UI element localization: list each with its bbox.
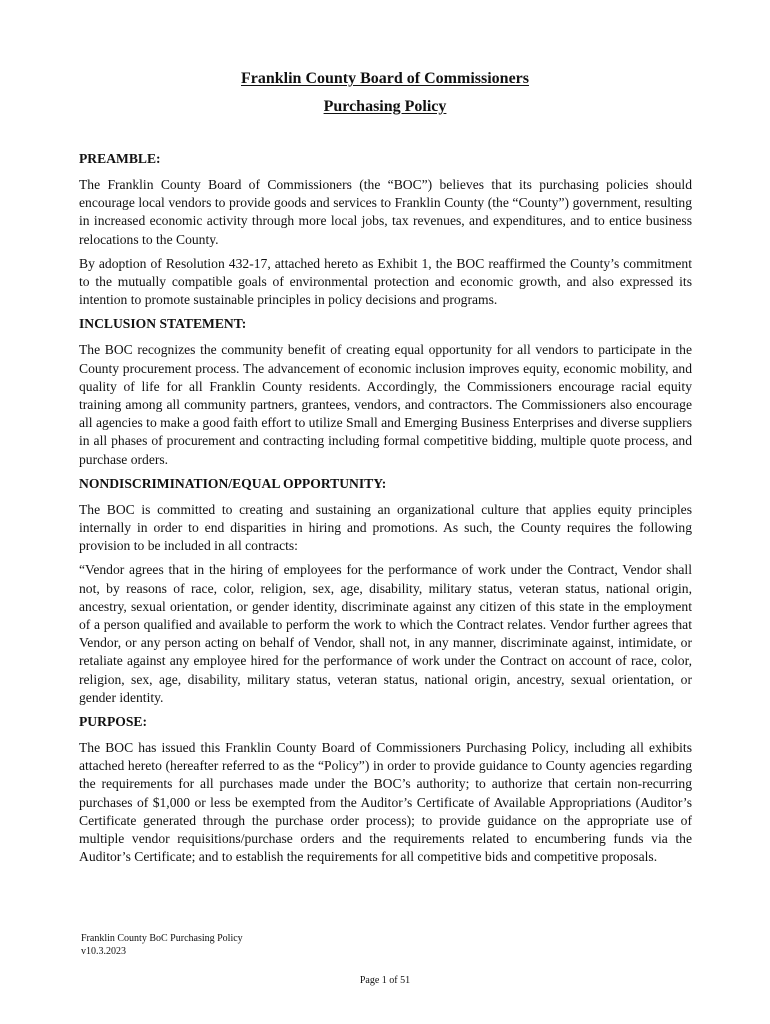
contract-provision-quote: “Vendor agrees that in the hiring of employees for the performance of work under the Contract, Vendor shall not, by reasons of race, color, religion, sex, age, disability, military status, veteran status, national origin, ancestry, sexual orientation, or gender identity, discriminate against any citizen of this state in the employment of a person qualified and available to perform the work to which the Contract relates. Vendor further agrees that Vendor, or any person acting on behalf of Vendor, shall not, in any manner, discriminate against, intimidate, or retaliate against any employee hired for the performance of work under the Contract on account of race, color, religion, sex, age, disability, military status, veteran status, national origin, ancestry, sexual orientation, or gender identity. [79, 562, 692, 705]
paragraph: The BOC is committed to creating and sustaining an organizational culture that applies equity principles internally in order to end disparities in hiring and promotions. As such, the County requires the following provision to be included in all contracts: [79, 501, 692, 554]
footer-version: v10.3.2023 [81, 946, 126, 957]
section-heading: NONDISCRIMINATION/EQUAL OPPORTUNITY: [79, 475, 387, 491]
document-title: Franklin County Board of Commissioners [240, 70, 530, 87]
paragraph: By adoption of Resolution 432-17, attached hereto as Exhibit 1, the BOC reaffirmed the County’s commitment to the mutually compatible goals of environmental protection and economic growth, and also expressed its intention to promote sustainable principles in policy decisions and programs. [79, 255, 692, 308]
section-inclusion-statement [79, 315, 692, 468]
section-preamble [79, 150, 692, 309]
section-heading: PURPOSE: [79, 714, 147, 730]
document-body [79, 150, 692, 873]
document-subtitle: Purchasing Policy [323, 98, 447, 115]
footer-document-name: Franklin County BoC Purchasing Policy [81, 933, 243, 944]
paragraph: The BOC recognizes the community benefit of creating equal opportunity for all vendors to participate in the County procurement process. The advancement of economic inclusion improves equity, economic mobility, and quality of life for all Franklin County residents. Accordingly, the Commissioners encourage racial equity training among all community partners, grantees, vendors, and contractors. The Commissioners also encourage all agencies to make a good faith effort to utilize Small and Emerging Business Enterprises and diverse suppliers in all phases of procurement and contracting including formal competitive bidding, multiple quote process, and purchase orders. [79, 342, 692, 467]
page-footer [81, 932, 243, 958]
paragraph: The Franklin County Board of Commissioners (the “BOC”) believes that its purchasing policies should encourage local vendors to provide goods and services to Franklin County (the “County”) government, resulting in increased economic activity through more local jobs, tax revenues, and expenditures, and to entice business relocations to the County. [79, 177, 692, 247]
section-purpose [79, 713, 692, 866]
section-nondiscrimination [79, 475, 692, 707]
section-heading: INCLUSION STATEMENT: [79, 316, 247, 332]
page-number: Page 1 of 51 [359, 975, 411, 986]
paragraph: The BOC has issued this Franklin County Board of Commissioners Purchasing Policy, including all exhibits attached hereto (hereafter referred to as the “Policy”) in order to provide guidance to County agencies regarding the requirements for all purchases made under the BOC’s authority; to authorize that certain non-recurring purchases of $1,000 or less be exempted from the Auditor’s Certificate of Available Appropriations (Auditor’s Certificate generated through the purchase order process); to provide guidance on the appropriate use of multiple vendor requisitions/purchase orders and the requirements related to encumbering funds via the Auditor’s Certificate; and to establish the requirements for all competitive bids and competitive proposals. [79, 740, 692, 865]
section-heading: PREAMBLE: [79, 151, 161, 166]
